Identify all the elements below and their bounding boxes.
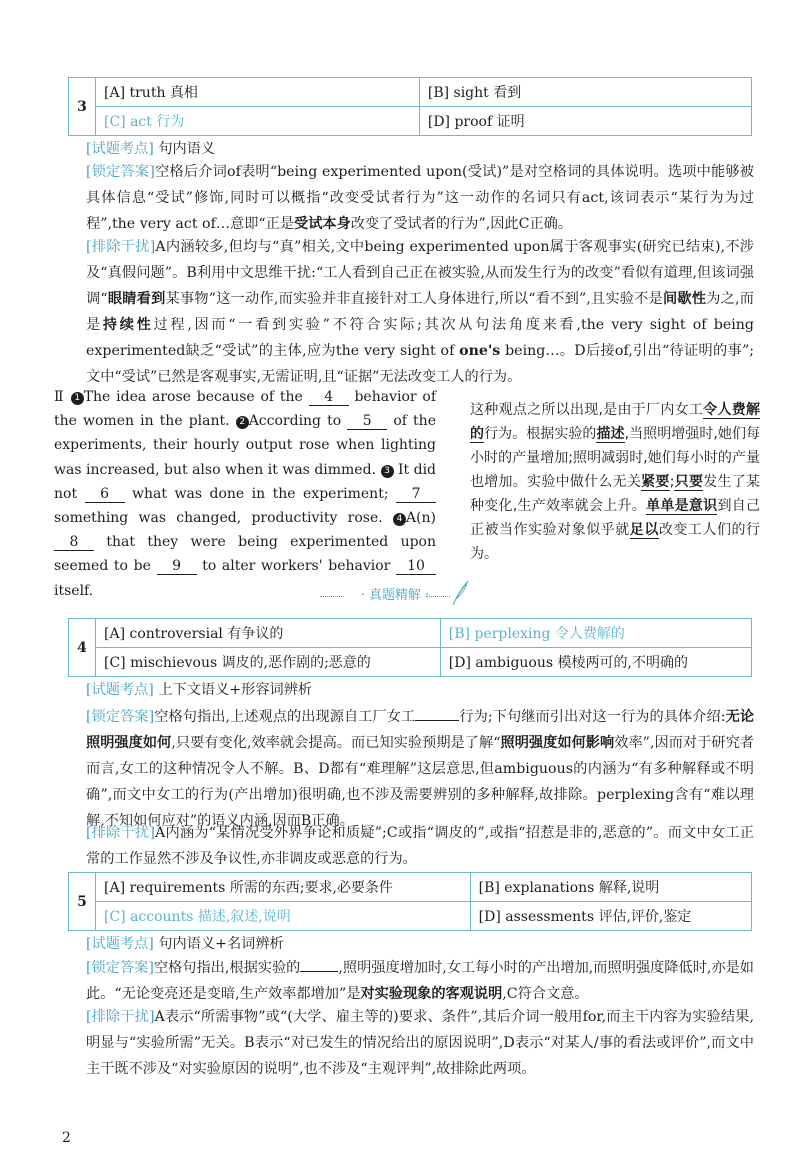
option-c-correct: [C] act 行为: [96, 107, 420, 136]
point-tag: [试题考点]: [86, 141, 154, 157]
q4-point: [试题考点] 上下文语义+形容词辨析: [86, 682, 313, 698]
q4-answer: [锁定答案]空格句指出,上述观点的出现源自工厂女工 行为;下句继而引出对这一行为的具体介绍:无论照明强度如何,只要有变化,效率就会提高。而已知实验预期是了解“照明强度如何影响效率”,因而对于研究者而言,女工的这种情况令人不解。B、D都有“难理解”这层意思,但ambiguous的内涵为“有多种解释或不明确”,而文中女工的行为(产出增加)很明确,也不涉及需要辨别的多种解释,故排除。perplexing含有“难以理解,不知如何应对”的语义内涵,因而B正确。: [86, 704, 754, 834]
passage-translation: 这种观点之所以出现,是由于厂内女工令人费解的行为。根据实验的描述,当照明增强时,她们每小时的产量增加;照明减弱时,她们每小时的产量也增加。实验中做什么无关紧要;只要发生了某种变化,生产效率就会上升。单单是意识到自己正被当作实验对象似乎就足以改变工人们的行为。: [470, 402, 761, 562]
option-b-correct: [B] perplexing 令人费解的: [440, 619, 751, 648]
blank-8: 8: [54, 534, 94, 551]
point-tag: [试题考点]: [86, 682, 154, 698]
exclusion-tag: [排除干扰]: [86, 239, 156, 255]
answer-tag: [锁定答案]: [86, 960, 154, 976]
question-number: 4: [69, 619, 96, 677]
sentence-marker: 1: [71, 392, 84, 405]
blank-5: 5: [347, 413, 387, 430]
question-number: 5: [69, 873, 96, 931]
option-a: [A] requirements 所需的东西;要求,必要条件: [96, 873, 471, 902]
q5-answer: [锁定答案]空格句指出,根据实验的 ,照明强度增加时,女工每小时的产出增加,而照明强度降低时,亦是如此。“无论变亮还是变暗,生产效率都增加”是对实验现象的客观说明,C符合文意。: [86, 955, 754, 1007]
exclusion-tag: [排除干扰]: [86, 1009, 155, 1025]
q4-exclusion: [排除干扰]A内涵为“某情况受外界争论和质疑”;C或指“调皮的”,或指“招惹是非的,恶意的”。而文中女工正常的工作显然不涉及争议性,亦非调皮或恶意的行为。: [86, 825, 754, 867]
section-title: · 真题精解 ·: [320, 585, 470, 607]
q5-exclusion: [排除干扰]A表示“所需事物”或“(大学、雇主等的)要求、条件”,其后介词一般用for,而主干内容为实验结果,明显与“实验所需”无关。B表示“对已发生的情况给出的原因说明”,D表示“对某人/事的看法或评价”,而文中主干既不涉及“对实验原因的说明”,也不涉及“主观评判”,故排除此两项。: [86, 1009, 755, 1077]
option-c: [C] mischievous 调皮的,恶作剧的;恶意的: [96, 648, 441, 677]
option-a: [A] controversial 有争议的: [96, 619, 441, 648]
point-tag: [试题考点]: [86, 936, 154, 952]
answer-tag: [锁定答案]: [86, 164, 155, 180]
passage-english: Ⅱ 1 The idea arose because of the 4 behavior of the women in the plant. 2 According to 5 of the experiments, their hourly output rose when lighting was increased, but also when it was dimmed. 3 It did not 6 what was done in the experiment; 7 something was changed, productivity rose. 4 A(n) 8 that they were being experimented upon seemed to be 9 to alter workers' behavior 10 itself.: [54, 389, 437, 599]
blank-10: 10: [396, 558, 436, 575]
option-a: [A] truth 真相: [96, 78, 420, 107]
answer-blank: [300, 957, 338, 972]
exclusion-tag: [排除干扰]: [86, 825, 155, 841]
question-number: 3: [69, 78, 96, 136]
sentence-marker: 2: [236, 416, 249, 429]
option-d: [D] proof 证明: [419, 107, 751, 136]
divider: [320, 596, 344, 597]
option-d: [D] ambiguous 模棱两可的,不明确的: [440, 648, 751, 677]
q3-point: [试题考点] 句内语义: [86, 141, 216, 157]
answer-blank: [415, 706, 459, 721]
option-c-correct: [C] accounts 描述,叙述,说明: [96, 902, 471, 931]
blank-6: 6: [85, 486, 125, 503]
option-b: [B] sight 看到: [419, 78, 751, 107]
blank-4: 4: [309, 389, 349, 406]
q3-options-table: [68, 77, 752, 136]
feather-icon: [450, 579, 470, 607]
page-number: 2: [62, 1130, 71, 1146]
q5-options-table: [68, 872, 752, 931]
blank-9: 9: [157, 558, 197, 575]
sentence-marker: 4: [393, 513, 406, 526]
option-d: [D] assessments 评估,评价,鉴定: [470, 902, 751, 931]
sentence-marker: 3: [381, 465, 394, 478]
divider: [426, 596, 450, 597]
q3-answer: [锁定答案]空格后介词of表明“being experimented upon(受试)”是对空格词的具体说明。选项中能够被具体信息“受试”修饰,同时可以概指“改变受试者行为”这一动作的名词只有act,该词表示“某行为为过程”,the very act of…意即“正是受试本身改变了受试者的行为”,因此C正确。: [86, 164, 754, 232]
q3-exclusion: [排除干扰]A内涵较多,但均与“真”相关,文中being experimented upon属于客观事实(研究已结束),不涉及“真假问题”。B利用中文思维干扰:“工人看到自己正在被实验,从而发生行为的改变”看似有道理,但该词强调“眼睛看到某事物”这一动作,而实验并非直接针对工人身体进行,所以“看不到”,且实验不是间歇性为之,而是持续性过程,因而“一看到实验”不符合实际;其次从句法角度来看,the very sight of being experimented缺乏“受试”的主体,应为the very sight of one's being…。D后接of,引出“待证明的事”;文中“受试”已然是客观事实,无需证明,且“证据”无法改变工人的行为。: [86, 239, 754, 385]
q5-point: [试题考点] 句内语义+名词辨析: [86, 936, 284, 952]
answer-tag: [锁定答案]: [86, 709, 155, 725]
blank-7: 7: [396, 486, 436, 503]
q4-options-table: [68, 618, 752, 677]
option-b: [B] explanations 解释,说明: [470, 873, 751, 902]
